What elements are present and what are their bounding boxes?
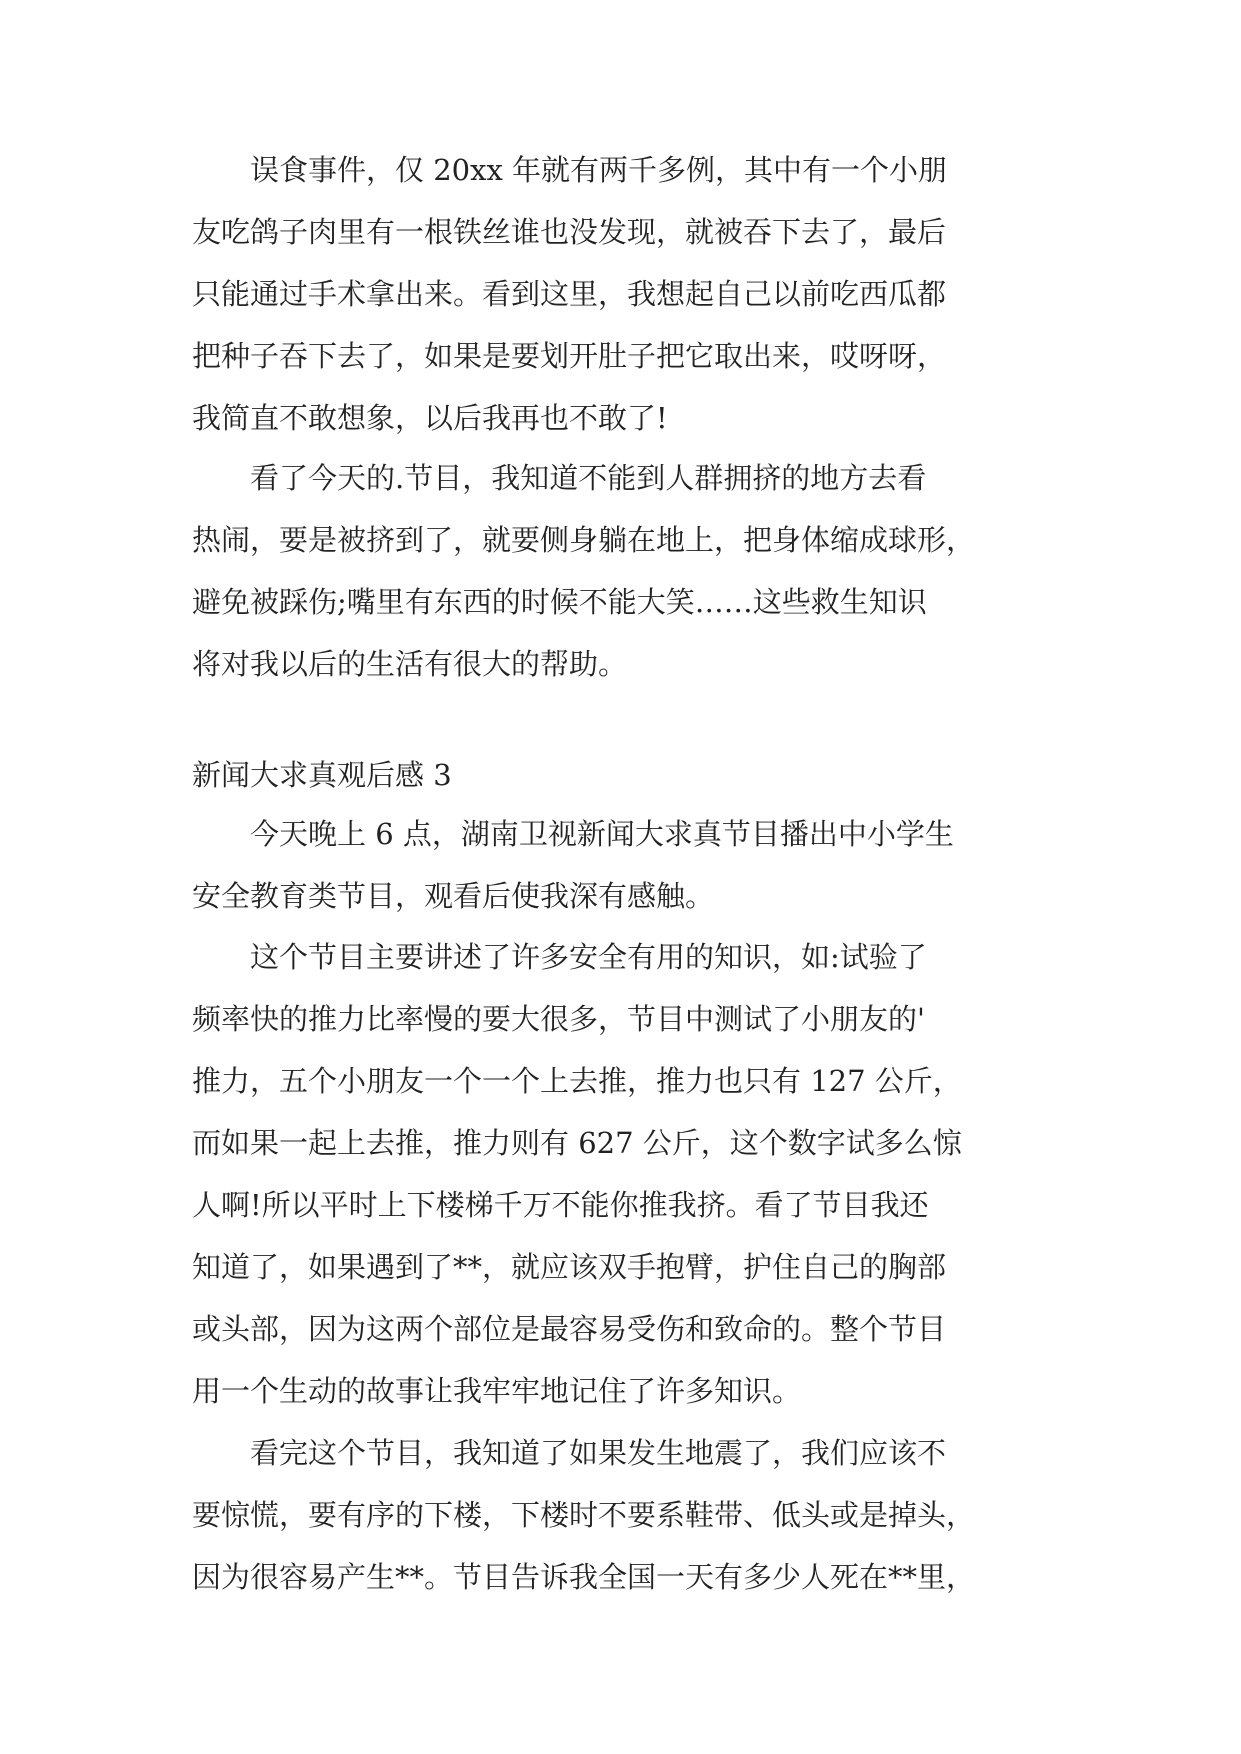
text-line: 推力，五个小朋友一个一个上去推，推力也只有 127 公斤， bbox=[192, 1064, 962, 1098]
text-line: 今天晚上 6 点，湖南卫视新闻大求真节目播出中小学生 bbox=[192, 817, 954, 851]
text-line: 而如果一起上去推，推力则有 627 公斤，这个数字试多么惊 bbox=[192, 1126, 962, 1160]
text-line: 把种子吞下去了，如果是要划开肚子把它取出来，哎呀呀， bbox=[192, 339, 947, 373]
text-line: 或头部，因为这两个部位是最容易受伤和致命的。整个节目 bbox=[192, 1312, 947, 1346]
text-line: 只能通过手术拿出来。看到这里，我想起自己以前吃西瓜都 bbox=[192, 277, 947, 311]
text-line: 热闹，要是被挤到了，就要侧身躺在地上，把身体缩成球形， bbox=[192, 523, 976, 557]
text-line: 用一个生动的故事让我牢牢地记住了许多知识。 bbox=[192, 1374, 802, 1408]
text-line: 这个节目主要讲述了许多安全有用的知识，如:试验了 bbox=[192, 940, 927, 974]
section-heading: 新闻大求真观后感 3 bbox=[192, 758, 452, 792]
text-line: 安全教育类节目，观看后使我深有感触。 bbox=[192, 879, 715, 913]
text-line: 我简直不敢想象，以后我再也不敢了! bbox=[192, 401, 668, 435]
text-line: 将对我以后的生活有很大的帮助。 bbox=[192, 647, 628, 681]
text-line: 看了今天的.节目，我知道不能到人群拥挤的地方去看 bbox=[192, 461, 927, 495]
text-line: 因为很容易产生**。节目告诉我全国一天有多少人死在**里， bbox=[192, 1560, 976, 1594]
text-line: 要惊慌，要有序的下楼，下楼时不要系鞋带、低头或是掉头， bbox=[192, 1498, 976, 1532]
text-line: 人啊!所以平时上下楼梯千万不能你推我挤。看了节目我还 bbox=[192, 1188, 929, 1222]
text-line: 误食事件，仅 20xx 年就有两千多例，其中有一个小朋 bbox=[192, 153, 948, 187]
text-line: 避免被踩伤;嘴里有东西的时候不能大笑……这些救生知识 bbox=[192, 585, 927, 619]
text-line: 友吃鸽子肉里有一根铁丝谁也没发现，就被吞下去了，最后 bbox=[192, 215, 947, 249]
text-line: 频率快的推力比率慢的要大很多，节目中测试了小朋友的' bbox=[192, 1002, 925, 1036]
text-line: 知道了，如果遇到了**，就应该双手抱臂，护住自己的胸部 bbox=[192, 1250, 947, 1284]
text-line: 看完这个节目，我知道了如果发生地震了，我们应该不 bbox=[192, 1436, 947, 1470]
